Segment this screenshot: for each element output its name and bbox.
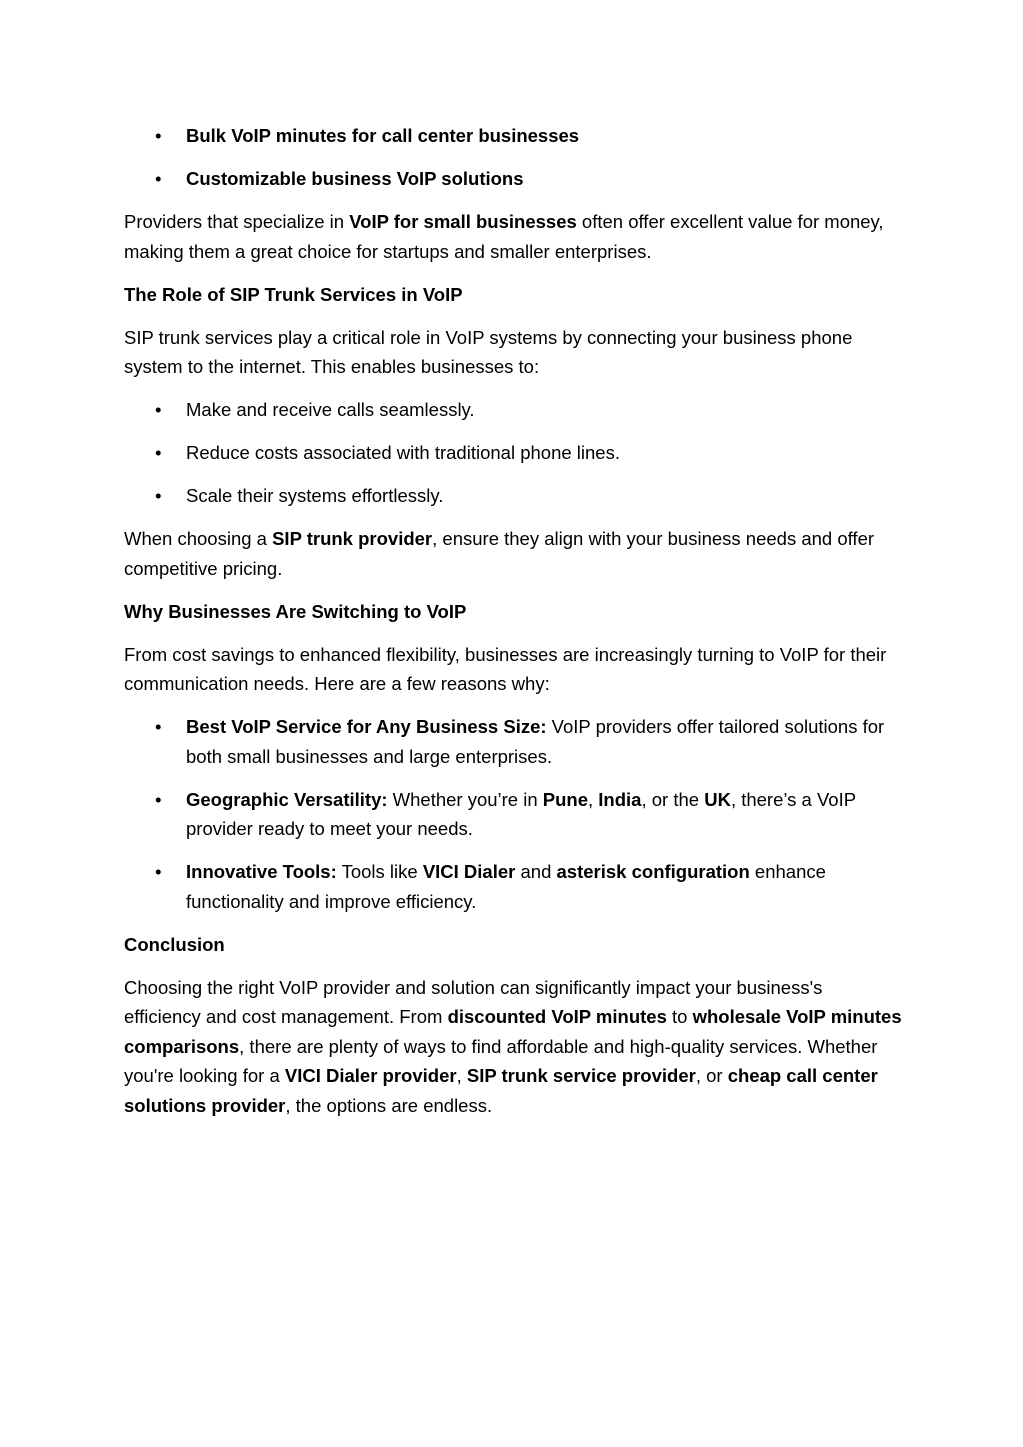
emphasis: Geographic Versatility: [186,788,388,810]
emphasis: Best VoIP Service for Any Business Size: [186,716,547,737]
bullet-icon: • [155,399,162,420]
emphasis: VICI Dialer provider [284,1065,457,1086]
reasons-list [124,712,904,916]
list-item-text: Customizable business VoIP solutions [186,168,524,189]
intro-list [124,121,904,194]
list-item-text: Bulk VoIP minutes for call center businesses [186,125,580,146]
paragraph-why-intro: From cost savings to enhanced flexibility, businesses are increasingly turning to VoIP for their communication needs. Here are a few reasons why: [124,643,887,694]
list-item-text: Reduce costs associated with traditional phone lines. [186,442,620,463]
emphasis: VICI Dialer [422,861,516,882]
section-heading-conclusion: Conclusion [124,933,225,955]
list-item-text: Make and receive calls seamlessly. [186,399,475,420]
section-heading-why: Why Businesses Are Switching to VoIP [124,600,467,622]
paragraph-conclusion: Choosing the right VoIP provider and solution can significantly impact your business's efficiency and cost management. From discounted VoIP minutes to wholesale VoIP minutes comparisons, there are plenty of ways to find affordable and high-quality services. Whether you're looking for a VICI Dialer provider, SIP trunk service provider, or cheap call center solutions provider, the options are endless. [124,976,902,1116]
emphasis: wholesale VoIP minutes comparisons [124,1006,902,1057]
list-item: • Innovative Tools: Tools like VICI Dialer and asterisk configuration enhance functionality and improve efficiency. [124,857,904,916]
emphasis: India [598,788,642,810]
bullet-icon: • [155,485,162,506]
list-item [124,121,904,151]
document-body [124,121,904,1134]
emphasis: discounted VoIP minutes [447,1006,667,1027]
list-item: • Best VoIP Service for Any Business Size: VoIP providers offer tailored solutions for both small businesses and large enterprises. [124,712,904,771]
emphasis: VoIP for small businesses [349,211,577,232]
list-item [124,395,904,425]
bullet-icon: • [155,168,162,189]
emphasis: Pune [542,788,589,810]
bullet-icon: • [155,442,162,463]
emphasis: cheap call center solutions provider [124,1065,878,1116]
paragraph-sip-choosing: When choosing a SIP trunk provider, ensure they align with your business needs and offer competitive pricing. [124,528,875,579]
bullet-icon: • [155,125,162,146]
emphasis: SIP trunk provider [272,528,433,549]
list-item [124,164,904,194]
bullet-icon: • [155,716,162,737]
emphasis: SIP trunk service provider [466,1065,696,1086]
emphasis: UK [704,788,731,810]
bullet-icon: • [155,788,162,810]
emphasis: asterisk configuration [556,861,750,882]
paragraph-small-business: Providers that specialize in VoIP for small businesses often offer excellent value for money, making them a great choice for startups and smaller enterprises. [124,211,884,262]
list-item [124,438,904,468]
list-item: • Geographic Versatility: Whether you’re in Pune, India, or the UK, there’s a VoIP provider ready to meet your needs. [124,785,904,844]
bullet-icon: • [155,861,162,882]
emphasis: Innovative Tools: [186,861,337,882]
paragraph-sip-intro: SIP trunk services play a critical role in VoIP systems by connecting your business phone system to the internet. This enables businesses to: [124,326,853,377]
list-item [124,481,904,511]
list-item-text: Scale their systems effortlessly. [186,485,444,506]
sip-benefits-list [124,395,904,511]
section-heading-sip: The Role of SIP Trunk Services in VoIP [124,283,463,305]
